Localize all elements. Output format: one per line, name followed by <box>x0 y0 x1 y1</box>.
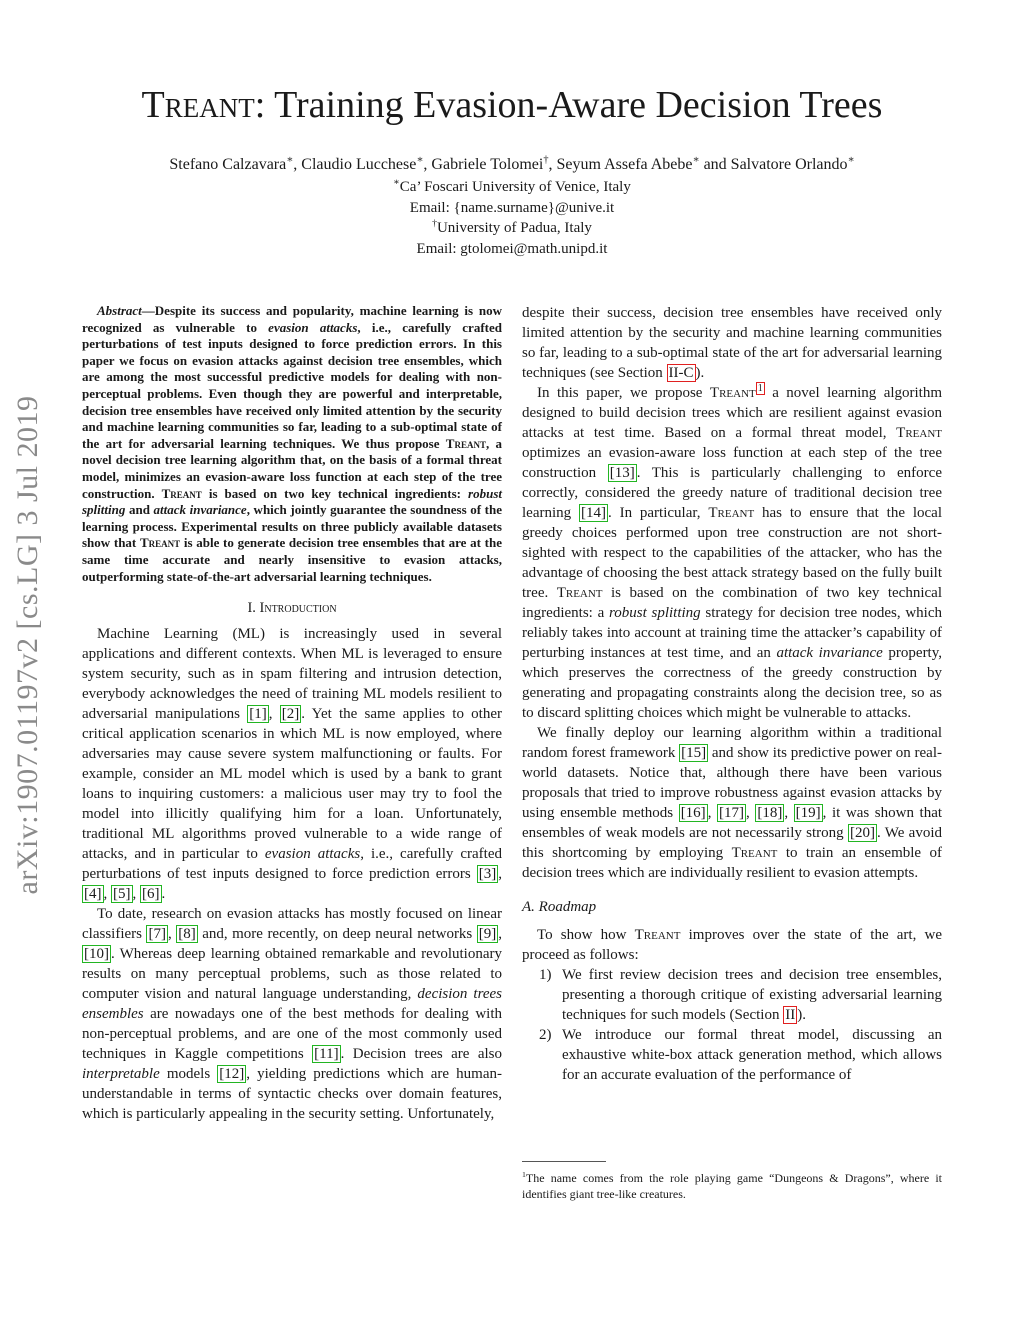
author: Claudio Lucchese <box>301 156 417 173</box>
paragraph-text: Machine Learning (ML) is increasingly used in several applications and different contexts. When ML is leveraged to ensure system security, such as in spam filtering and intrusion detection, everybody acknowledges the need of training ML models resilient to adversarial manipulations <box>82 626 502 723</box>
paragraph-text: . Decision trees are also <box>340 1046 503 1063</box>
footnote-number: 1 <box>522 1170 526 1179</box>
separator: , <box>103 886 111 903</box>
paragraph-text: , yielding predictions which are human-understandable in terms of syntactic checks over domain features, which is particularly appealing in the security setting. Unfortunately, <box>82 1066 502 1123</box>
affiliation-mark: ∗ <box>286 154 294 166</box>
citation-link[interactable]: [3] <box>478 866 497 883</box>
paragraph-text: . Whereas deep learning obtained remarkable and revolutionary results on many perceptual problems, such as those related to computer vision and natural language understanding, <box>82 946 502 1003</box>
abstract-emphasis: evasion attacks <box>268 319 358 335</box>
separator: , <box>498 866 502 883</box>
paragraph-text: To show how <box>537 927 635 943</box>
right-paragraph-2 <box>522 383 942 723</box>
paper-title <box>60 80 964 130</box>
citation-link[interactable]: [15] <box>681 745 707 761</box>
paragraph-text: In this paper, we propose <box>537 385 710 401</box>
treant-name: Treant <box>896 425 942 441</box>
abstract-text: , which jointly guarantee the soundness of the learning process. Experimental results on three publicly available datasets show that <box>82 502 503 551</box>
footnote <box>522 1170 942 1202</box>
citation-link[interactable]: [14] <box>580 505 606 521</box>
citation-link[interactable]: [4] <box>84 886 102 903</box>
citation-link[interactable]: [12] <box>219 1066 245 1083</box>
right-column <box>522 303 942 1085</box>
list-item <box>522 965 942 1025</box>
citation-link[interactable]: [2] <box>281 706 300 723</box>
treant-name: Treant <box>556 585 603 601</box>
paragraph-text: . In particular, <box>607 505 709 521</box>
affiliation-text: Ca’ Foscari University of Venice, Italy <box>399 179 631 195</box>
separator: , <box>132 886 140 903</box>
citation-link[interactable]: [7] <box>148 926 166 943</box>
paragraph-text: , i.e., carefully crafted perturbations of test inputs designed to force prediction errors <box>82 846 502 883</box>
author: Salvatore Orlando <box>730 156 848 173</box>
citation-link[interactable]: [10] <box>84 946 109 963</box>
paragraph-text: , it was shown that ensembles of weak models are not necessarily strong <box>522 805 943 841</box>
abstract-text: , a novel decision tree learning algorithm that, on the basis of a formal threat model, minimizes an evasion-aware loss function at each step of the tree construction. <box>82 435 503 501</box>
treant-name: Treant <box>161 485 202 501</box>
separator: , <box>746 805 756 821</box>
citation-link[interactable]: [11] <box>314 1046 339 1063</box>
title-rest: : Training Evasion-Aware Decision Trees <box>254 84 883 126</box>
paragraph-text: . Yet the same applies to other critical application scenarios in which ML is now employed, where adversaries may cause severe system malfunctioning or faults. For example, consider an ML model which is used by a bank to grant loans to inquiring customers: a malicious user may try to fool the model into illicitly qualifying him for a loan. Unfortunately, traditional ML algorithms proved vulnerable to a wide range of attacks, and in particular to <box>82 706 502 863</box>
citation-link[interactable]: [9] <box>478 926 497 943</box>
citation-link[interactable]: [17] <box>719 805 745 821</box>
paragraph-text: has to ensure that the local greedy choices performed upon tree construction are not short-sighted with respect to the capabilities of the attacker, who has the advantage of choosing the best attack strategy based on the fully built tree. <box>522 505 942 601</box>
abstract-text: is able to generate decision tree ensembles that are at the same time accurate and nearly insensitive to evasion attacks, outperforming state-of-the-art adversarial learning techniques. <box>82 535 502 584</box>
affiliation-mark: ∗ <box>847 154 855 166</box>
right-paragraph-1 <box>522 303 942 383</box>
separator: , <box>784 805 794 821</box>
citation-link[interactable]: [19] <box>795 805 821 821</box>
abstract-label: Abstract <box>97 303 142 318</box>
paragraph-text: models <box>159 1066 218 1083</box>
abstract <box>82 303 502 585</box>
abstract-emphasis: attack invariance <box>153 502 247 518</box>
paragraph-text: improves over the state of the art, we proceed as follows: <box>522 927 943 963</box>
affiliation-mark: † <box>432 218 437 229</box>
separator: , <box>498 926 503 943</box>
paragraph-text: is based on the combination of two key technical ingredients: a <box>522 585 942 621</box>
author: Gabriele Tolomei <box>431 156 544 173</box>
author: Seyum Assefa Abebe <box>556 156 693 173</box>
paragraph-text: property, which preserves the correctness of the greedy construction by generating and propagating constraints along the decision tree, so as to discard splitting choices which might be vulnerable to attacks. <box>522 645 943 721</box>
roadmap-intro <box>522 925 942 965</box>
affiliation-padua <box>60 218 964 238</box>
paragraph-text: . We avoid this shortcoming by employing <box>522 825 943 861</box>
emphasis: attack invariance <box>776 645 883 661</box>
emphasis: decision trees ensembles <box>82 986 502 1023</box>
email-venice: Email: {name.surname}@unive.it <box>409 200 615 216</box>
paragraph-text: and, more recently, on deep neural networks <box>197 926 477 943</box>
section-link[interactable]: II-C <box>668 365 694 381</box>
paragraph-text: are nowadays one of the best methods for dealing with non-perceptual problems, and are one of the most commonly used techniques in Kaggle competitions <box>82 1006 502 1063</box>
paragraph-text: . <box>161 886 166 903</box>
citation-link[interactable]: [8] <box>178 926 196 943</box>
email-padua: Email: gtolomei@math.unipd.it <box>416 241 608 257</box>
author-separator: , <box>423 156 432 173</box>
right-paragraph-3 <box>522 723 942 883</box>
footnote-divider <box>522 1161 606 1162</box>
affiliation-mark: † <box>543 154 549 166</box>
list-text: ). <box>797 1007 806 1023</box>
list-text: We introduce our formal threat model, discussing an exhaustive white-box attack generation method, which allows for an accurate evaluation of the performance of <box>562 1027 942 1083</box>
separator: , <box>167 926 177 943</box>
left-column <box>82 303 502 1124</box>
affiliation-mark: ∗ <box>393 177 400 188</box>
author: Stefano Calzavara <box>169 156 287 173</box>
treant-name: Treant <box>731 845 778 861</box>
citation-link[interactable]: [13] <box>609 465 635 481</box>
title-treant: Treant <box>141 84 255 126</box>
paragraph-text: optimizes an evasion-aware loss function at each step of the tree construction <box>522 445 942 481</box>
paragraph-text: despite their success, decision tree ensembles have received only limited attention by the security and machine learning communities so far, leading to a sub-optimal state of the art for adversarial learning techniques (see Section <box>522 305 942 381</box>
separator: , <box>268 706 280 723</box>
paragraph-text: . This is particularly challenging to enforce correctly, considered the greedy nature of traditional decision tree learning <box>522 465 942 521</box>
affiliation-mark: ∗ <box>416 154 424 166</box>
abstract-text: is based on two key technical ingredients: <box>201 485 469 501</box>
affiliation-mark: ∗ <box>692 154 700 166</box>
affiliation-venice <box>60 177 964 197</box>
treant-name: Treant <box>139 535 181 551</box>
affiliation-text: University of Padua, Italy <box>436 220 592 236</box>
citation-link[interactable]: [5] <box>113 886 131 903</box>
citation-link[interactable]: [18] <box>757 805 783 821</box>
arxiv-stamp: arXiv:1907.01197v2 [cs.LG] 3 Jul 2019 <box>11 395 44 895</box>
author-separator: , <box>548 156 557 173</box>
paragraph-text: ). <box>695 365 705 381</box>
footnote-text: The name comes from the role playing game “Dungeons & Dragons”, where it identifies giant tree-like creatures. <box>522 1171 942 1201</box>
section-heading-introduction: I. Introduction <box>247 600 337 617</box>
emphasis: evasion attacks <box>264 846 361 863</box>
author-list <box>60 155 964 175</box>
abstract-text: and <box>125 502 154 518</box>
treant-name: Treant <box>634 927 681 943</box>
roadmap-list <box>522 965 942 1085</box>
separator: , <box>707 805 718 821</box>
citation-link[interactable]: [16] <box>680 805 706 821</box>
intro-paragraph-1 <box>82 624 502 904</box>
list-number: 2) <box>539 1027 552 1043</box>
emphasis: interpretable <box>82 1066 160 1083</box>
paragraph-text: strategy for decision tree nodes, which reliably takes into account at training time the attacker’s capability of perturbing instances at test time, and an <box>522 605 942 661</box>
citation-link[interactable]: [1] <box>249 706 267 723</box>
abstract-text: Despite its success and popularity, machine learning is now recognized as vulnerable to <box>82 303 502 335</box>
citation-link[interactable]: [20] <box>849 825 875 841</box>
paragraph-text: and show its predictive power on real-world datasets. Notice that, although there have been various proposals that tried to improve robustness against evasion attacks by using ensemble methods <box>522 745 942 821</box>
paragraph-text: a novel learning algorithm designed to build decision trees which are resilient against evasion attacks at test time. Based on a formal threat model, <box>522 385 943 441</box>
list-item <box>522 1025 942 1085</box>
footnote-link[interactable]: 1 <box>757 383 763 394</box>
section-link[interactable]: II <box>785 1007 796 1023</box>
abstract-text: , i.e., carefully crafted perturbations of test inputs designed to force prediction errors. In this paper we focus on evasion attacks against decision tree ensembles, which are among the most successful predictive models for dealing with non-perceptual problems. Even though they are powerful and interpretable, decision tree ensembles have received only limited attention by the security and machine learning communities so far, leading to a sub-optimal state of the art for adversarial learning techniques. We thus propose <box>82 319 502 451</box>
intro-paragraph-2 <box>82 904 502 1124</box>
paragraph-text: To date, research on evasion attacks has mostly focused on linear classifiers <box>82 906 502 943</box>
treant-name: Treant <box>709 385 756 401</box>
author-separator: , <box>293 156 302 173</box>
list-number: 1) <box>539 967 552 983</box>
list-text: We first review decision trees and decision tree ensembles, presenting a thorough critique of existing adversarial learning techniques for such models (Section <box>562 967 942 1023</box>
abstract-dash: — <box>141 303 155 318</box>
treant-name: Treant <box>445 435 486 451</box>
treant-name: Treant <box>708 505 755 521</box>
paragraph-text: We finally deploy our learning algorithm within a traditional random forest framework <box>522 725 942 761</box>
paragraph-text: to train an ensemble of decision trees which are individually resilient to evasion attempts. <box>522 845 942 881</box>
author-and: and <box>699 156 731 173</box>
citation-link[interactable]: [6] <box>142 886 160 903</box>
emphasis: robust splitting <box>608 605 701 621</box>
subsection-heading-roadmap: A. Roadmap <box>522 899 597 915</box>
abstract-emphasis: robust splitting <box>82 485 502 518</box>
